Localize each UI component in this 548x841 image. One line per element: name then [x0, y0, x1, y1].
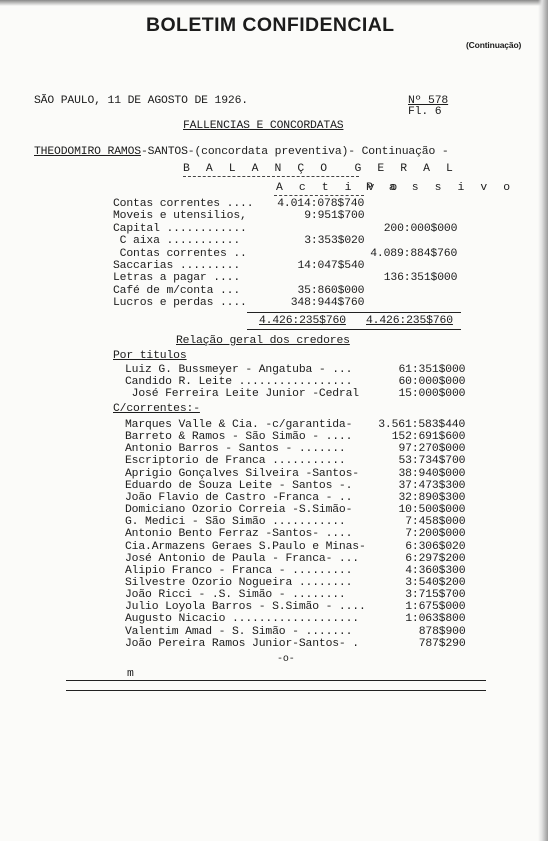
creditor-amount: 61:351$000: [398, 364, 466, 376]
balance-row-label: Moveis e utensilios,: [113, 210, 247, 223]
balance-title: B A L A N Ç O G E R A L: [183, 163, 458, 175]
balance-row-label: Café de m/conta ...: [113, 284, 241, 297]
creditor-amount: 3.561:583$440: [378, 419, 466, 431]
creditor-name: João Ricci - .S. Simão - ........: [125, 589, 346, 602]
balance-row-activo: 4.014:078$740: [277, 198, 365, 210]
creditor-name: Barreto & Ramos - São Simão - ....: [125, 431, 353, 444]
bulletin-title: BOLETIM CONFIDENCIAL: [146, 14, 395, 36]
creditor-amount: 6:297$200: [405, 552, 466, 565]
footer-rule-lower: [66, 690, 486, 691]
creditor-name: Cia.Armazens Geraes S.Paulo e Minas-: [125, 540, 366, 553]
creditor-name: Eduardo de Souza Leite - Santos -.: [125, 479, 353, 492]
balance-title-underline: [183, 176, 359, 177]
creditors-title: Relação geral dos credores: [176, 335, 350, 347]
balance-row-label: Saccarias .........: [113, 260, 241, 272]
creditor-name: Antonio Barros - Santos - .......: [125, 443, 346, 456]
creditor-name: Aprigio Gonçalves Silveira -Santos-: [125, 467, 359, 480]
total-passivo: 4.426:235$760: [366, 315, 453, 327]
creditor-amount: 38:940$000: [398, 467, 466, 480]
creditor-amount: 32:890$300: [398, 491, 466, 504]
creditor-amount: 787$290: [418, 637, 466, 650]
creditor-amount: 10:500$000: [398, 504, 466, 517]
c-correntes-label: C/correntes:-: [113, 403, 200, 415]
balance-row-passivo: 200:000$000: [383, 222, 458, 235]
balance-row-label: Lucros e perdas ....: [113, 297, 247, 310]
creditor-name: Valentim Amad - S. Simão - .......: [125, 625, 353, 638]
balance-row-passivo: 4.089:884$760: [370, 247, 458, 260]
activo-header: A c t i v o: [276, 182, 402, 194]
creditor-amount: 15:000$000: [398, 388, 466, 401]
creditor-name: Alipio Franco - Franca - .........: [125, 564, 353, 577]
creditor-amount: 7:200$000: [405, 528, 466, 541]
creditor-name: Silvestre Ozorio Nogueira ........: [125, 576, 353, 589]
balance-row-label: C aixa ...........: [113, 235, 241, 248]
balance-row-label: Capital ............: [113, 222, 247, 235]
creditor-name: Antonio Bento Ferraz -Santos- ....: [125, 528, 353, 541]
end-mark: -o-: [277, 654, 295, 665]
creditor-amount: 152:691$600: [391, 431, 466, 444]
passivo-header: P a s s i v o: [366, 182, 515, 194]
creditor-name: Domiciano Ozorio Correia -S.Simão-: [125, 504, 353, 517]
creditor-amount: 1:675$000: [405, 601, 466, 614]
footer-initial: m: [127, 668, 134, 680]
balance-row-label: Letras a pagar ....: [113, 272, 241, 285]
dateline: SÃO PAULO, 11 DE AGOSTO DE 1926.: [34, 95, 248, 107]
balance-row-activo: 3:353$020: [304, 235, 365, 248]
balance-total-rule-lower: [247, 329, 461, 330]
creditor-amount: 3:540$200: [405, 576, 466, 589]
creditor-name: Luiz G. Bussmeyer - Angatuba - ...: [125, 364, 353, 376]
creditor-amount: 4:360$300: [405, 564, 466, 577]
total-activo: 4.426:235$760: [259, 315, 346, 327]
footer-rule: [66, 680, 486, 681]
creditor-name: José Antonio de Paula - Franca- ...: [125, 552, 359, 565]
creditor-amount: 878$900: [418, 625, 466, 638]
creditor-name: Marques Valle & Cia. -c/garantida-: [125, 419, 353, 431]
case-description: -SANTOS-(concordata preventiva)- Continuação -: [140, 146, 449, 158]
creditor-amount: 7:458$000: [405, 516, 466, 529]
activo-header-underline: [274, 195, 364, 196]
por-titulos-label: Por titulos: [113, 350, 187, 362]
creditor-amount: 6:306$020: [405, 540, 466, 553]
creditor-amount: 37:473$300: [398, 479, 466, 492]
continuation-label: (Continuação): [466, 40, 522, 50]
balance-total-rule: [247, 312, 461, 313]
creditor-name: G. Medici - São Simão ...........: [125, 516, 346, 529]
creditor-name: Candido R. Leite .................: [125, 376, 353, 389]
scan-edge-right: [538, 0, 548, 841]
creditor-name: João Flavio de Castro -Franca - ..: [125, 491, 353, 504]
creditor-amount: 3:715$700: [405, 589, 466, 602]
creditor-amount: 97:270$000: [398, 443, 466, 456]
scan-edge-top: [0, 0, 548, 6]
balance-row-label: Contas correntes ..: [113, 247, 247, 260]
creditor-amount: 53:734$700: [398, 455, 466, 468]
case-subject: [34, 146, 449, 159]
creditor-amount: 60:000$000: [398, 376, 466, 389]
balance-row-passivo: 136:351$000: [383, 272, 458, 285]
creditor-name: José Ferreira Leite Junior -Cedral: [125, 388, 359, 401]
creditor-name: Augusto Nicacio ...................: [125, 613, 359, 626]
balance-row-activo: 348:944$760: [290, 297, 365, 310]
creditor-name: Julio Loyola Barros - S.Simão - ....: [125, 601, 366, 614]
section-heading: FALLENCIAS E CONCORDATAS: [183, 120, 344, 132]
creditor-amount: 1:063$800: [405, 613, 466, 626]
balance-row-label: Contas correntes ....: [113, 198, 254, 210]
bulletin-number: Nº 578: [408, 95, 449, 107]
balance-row-activo: 14:047$540: [297, 260, 365, 272]
debtor-name: THEODOMIRO RAMOS: [34, 146, 141, 158]
creditor-name: João Pereira Ramos Junior-Santos- .: [125, 637, 359, 650]
balance-row-activo: 35:860$000: [297, 284, 365, 297]
balance-row-activo: 9:951$700: [304, 210, 365, 223]
sheet-number: Fl. 6: [408, 106, 442, 118]
creditor-name: Escriptorio de Franca ...........: [125, 455, 346, 468]
